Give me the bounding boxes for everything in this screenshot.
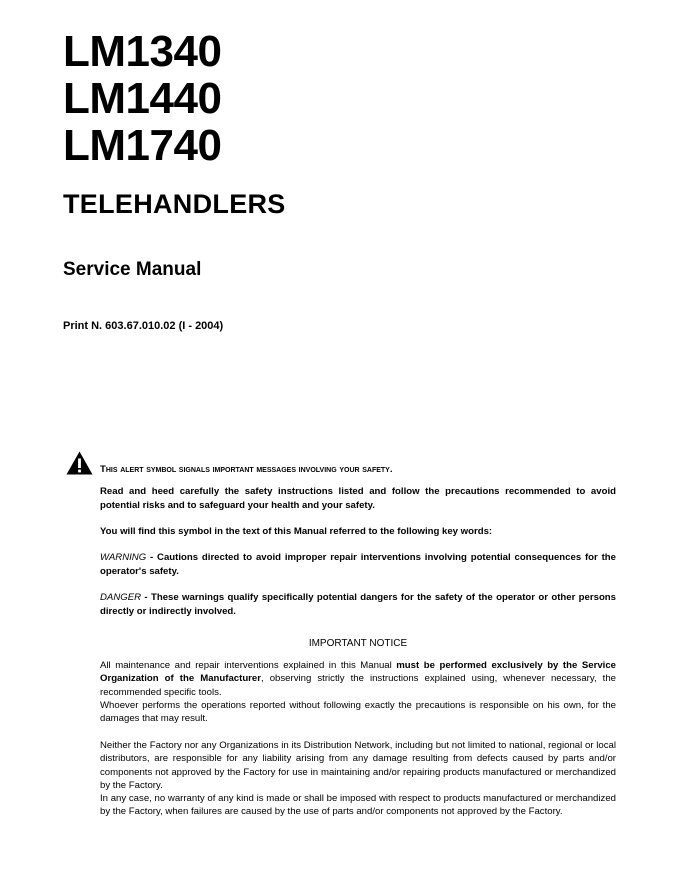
print-number: Print N. 603.67.010.02 (I - 2004) (63, 320, 224, 332)
danger-paragraph (100, 591, 616, 618)
notice-p2-a: Neither the Factory nor any Organizations in its Distribution Network, including but not limited to national, regional or local distributors, are responsible for any liability arising from any damage resulting from defects caused by parts and/or components not approved by the Factory for use in maintaining and/or repairing products manufactured or merchandized by the Factory. (100, 740, 616, 791)
safety-paragraph-2: You will find this symbol in the text of this Manual referred to the following key words: (100, 526, 493, 537)
model-title-3: LM1740 (63, 121, 222, 170)
safety-paragraph-1: Read and heed carefully the safety instructions listed and follow the precautions recommended to avoid potential risks and to safeguard your health and your safety. (100, 486, 616, 511)
notice-paragraph-2 (100, 739, 616, 819)
notice-p1-d: Whoever performs the operations reported without following exactly the precautions is responsible on his own, for the damages that may result. (100, 699, 616, 725)
warning-keyword: WARNING (100, 552, 147, 563)
notice-p2-b: In any case, no warranty of any kind is made or shall be imposed with respect to products manufactured or merchandized by the Factory, when failures are caused by the use of parts and/or components not approved by the Factory. (100, 793, 616, 818)
notice-p1-b: must be performed exclusively by the Service Organization of the Manufacturer (100, 660, 616, 685)
warning-paragraph (100, 551, 616, 578)
notice-p1-a: All maintenance and repair interventions explained in this Manual (100, 660, 397, 671)
alert-heading: This alert symbol signals important messages involving your safety. (100, 464, 393, 475)
notice-paragraph-1 (100, 659, 616, 725)
model-title-2: LM1440 (63, 74, 222, 123)
danger-keyword: DANGER (100, 592, 142, 603)
warning-triangle-icon (66, 451, 93, 475)
document-type: Service Manual (63, 259, 202, 280)
product-subtitle: TELEHANDLERS (63, 189, 286, 219)
model-title-1: LM1340 (63, 27, 222, 76)
notice-title: IMPORTANT NOTICE (308, 638, 408, 649)
danger-text: - These warnings qualify specifically potential dangers for the safety of the operator or other persons directly or indirectly involved. (100, 592, 616, 617)
warning-text: - Cautions directed to avoid improper repair interventions involving potential consequences for the operator's safety. (100, 552, 616, 577)
notice-p1-c: , observing strictly the instructions explained using, whenever necessary, the recommended specific tools. (100, 673, 616, 698)
